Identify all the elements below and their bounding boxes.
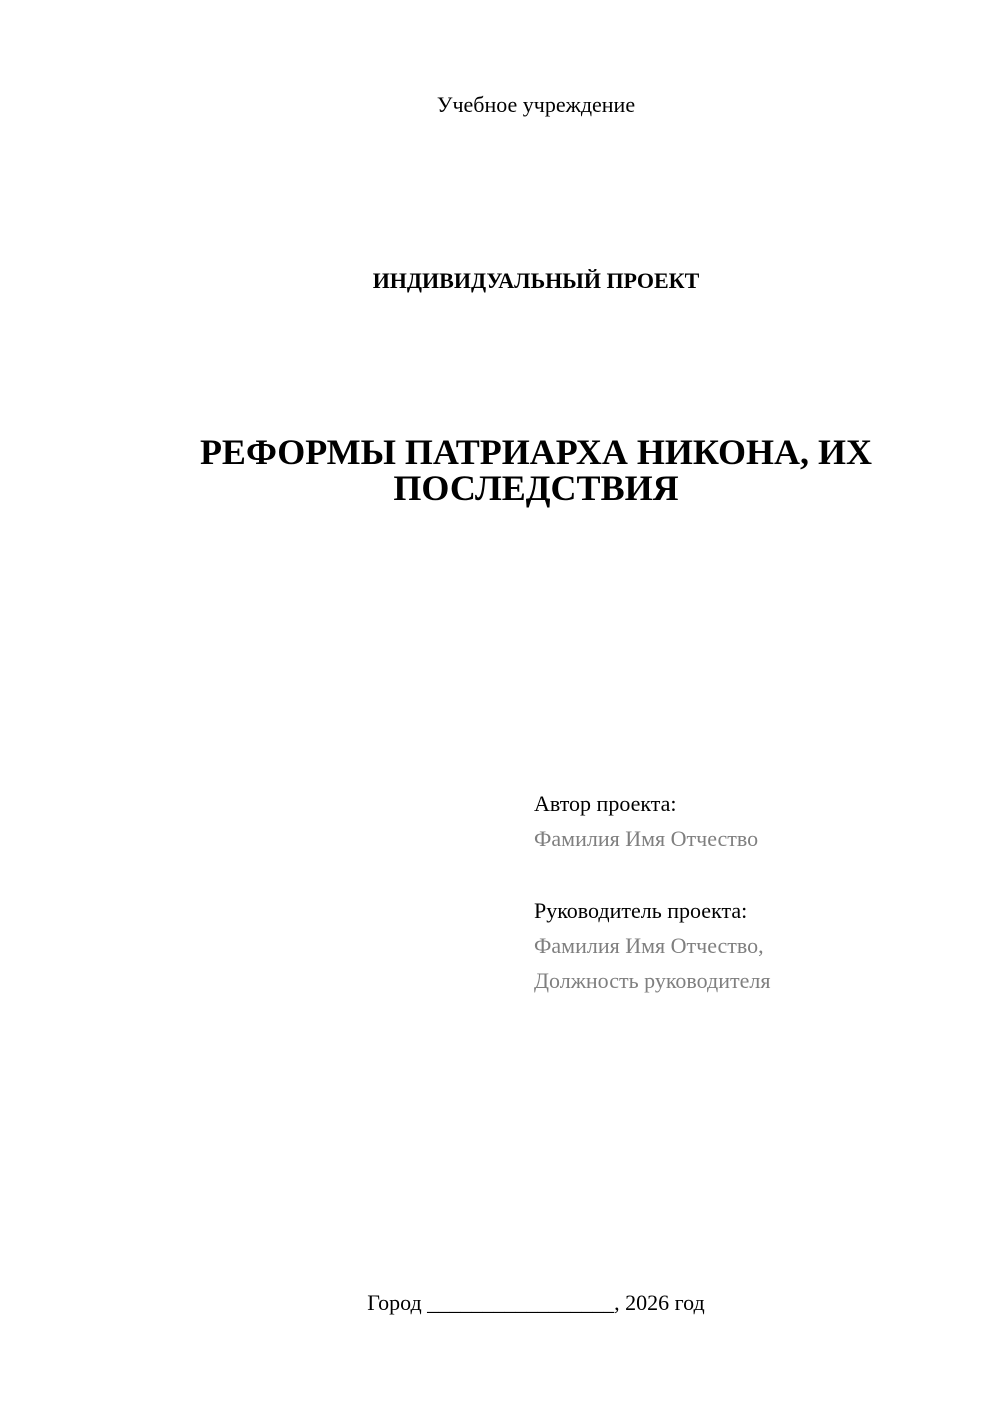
project-title [150, 434, 922, 506]
project-title-line-2: ПОСЛЕДСТВИЯ [393, 468, 679, 508]
author-block [534, 786, 974, 856]
supervisor-block [534, 893, 974, 998]
supervisor-position: Должность руководителя [534, 968, 771, 993]
supervisor-label: Руководитель проекта: [534, 898, 748, 923]
author-name: Фамилия Имя Отчество [534, 826, 759, 851]
project-title-line-1: РЕФОРМЫ ПАТРИАРХА НИКОНА, ИХ [199, 432, 873, 472]
author-label: Автор проекта: [534, 791, 677, 816]
project-type-heading: ИНДИВИДУАЛЬНЫЙ ПРОЕКТ [372, 268, 700, 293]
institution-name: Учебное учреждение [436, 92, 636, 117]
supervisor-name: Фамилия Имя Отчество, [534, 933, 764, 958]
city-year-footer: Город _________________, 2026 год [367, 1290, 705, 1315]
